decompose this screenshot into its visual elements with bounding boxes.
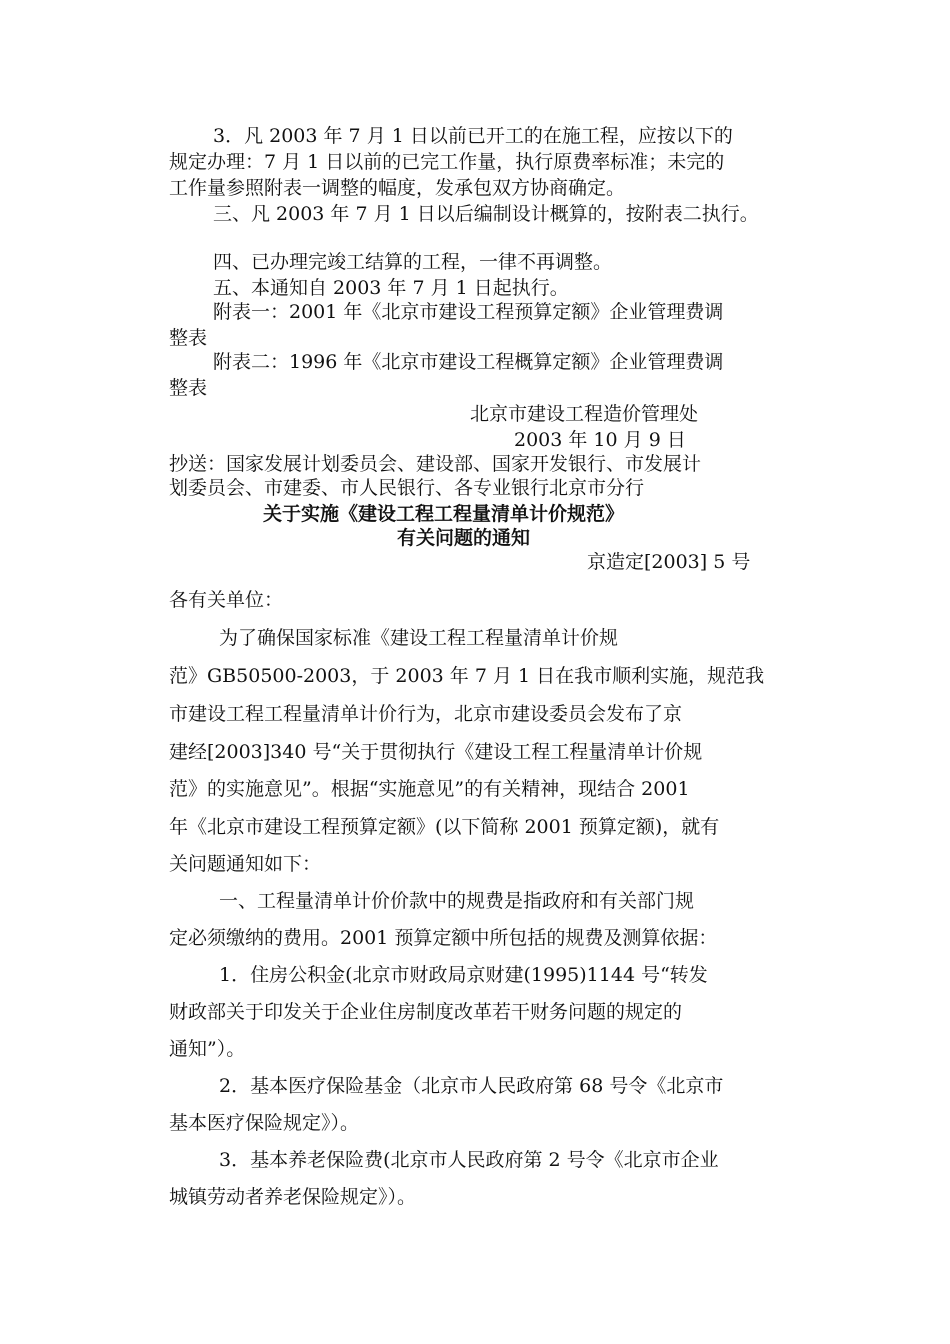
intro-line-5: 范》的实施意见”。根据“实施意见”的有关精神，现结合 2001 bbox=[169, 778, 690, 800]
item-5: 五、本通知自 2003 年 7 月 1 日起执行。 bbox=[213, 277, 569, 299]
intro-line-7: 关问题通知如下： bbox=[169, 853, 322, 875]
attachment-1-line-2: 整表 bbox=[169, 327, 208, 349]
section-1-line-1: 一、工程量清单计价价款中的规费是指政府和有关部门规 bbox=[219, 890, 695, 912]
item-1-line-3: 通知”）。 bbox=[169, 1038, 246, 1060]
doc-number: 京造定[2003] 5 号 bbox=[587, 551, 751, 573]
item-3-line-1: 3．基本养老保险费(北京市人民政府第 2 号令《北京市企业 bbox=[219, 1149, 719, 1171]
intro-line-3: 市建设工程工程量清单计价行为，北京市建设委员会发布了京 bbox=[169, 703, 683, 725]
section-1-line-2: 定必须缴纳的费用。2001 预算定额中所包括的规费及测算依据： bbox=[169, 927, 718, 949]
para-3-line-2: 规定办理：7 月 1 日以前的已完工作量，执行原费率标准；未完的 bbox=[169, 151, 725, 173]
intro-line-1: 为了确保国家标准《建设工程工程量清单计价规 bbox=[219, 627, 619, 649]
attachment-2-line-2: 整表 bbox=[169, 377, 208, 399]
intro-line-6: 年《北京市建设工程预算定额》(以下简称 2001 预算定额)，就有 bbox=[169, 816, 720, 838]
notice-title-line-1: 关于实施《建设工程工程量清单计价规范》 bbox=[263, 503, 625, 525]
attachment-2-line-1: 附表二：1996 年《北京市建设工程概算定额》企业管理费调 bbox=[213, 351, 724, 373]
salutation: 各有关单位： bbox=[169, 589, 284, 611]
notice-title-line-2: 有关问题的通知 bbox=[397, 527, 531, 549]
item-3-line-2: 城镇劳动者养老保险规定》）。 bbox=[169, 1186, 417, 1208]
cc-line-1: 抄送：国家发展计划委员会、建设部、国家开发银行、市发展计 bbox=[169, 453, 702, 475]
signer: 北京市建设工程造价管理处 bbox=[470, 403, 699, 425]
para-3-line-3: 工作量参照附表一调整的幅度，发承包双方协商确定。 bbox=[169, 177, 626, 199]
cc-line-2: 划委员会、市建委、市人民银行、各专业银行北京市分行 bbox=[169, 477, 645, 499]
item-3: 三、凡 2003 年 7 月 1 日以后编制设计概算的，按附表二执行。 bbox=[213, 203, 759, 225]
intro-line-2: 范》GB50500-2003，于 2003 年 7 月 1 日在我市顺利实施，规范我 bbox=[169, 665, 765, 687]
sign-date: 2003 年 10 月 9 日 bbox=[514, 429, 686, 451]
item-1-line-2: 财政部关于印发关于企业住房制度改革若干财务问题的规定的 bbox=[169, 1001, 683, 1023]
intro-line-4: 建经[2003]340 号“关于贯彻执行《建设工程工程量清单计价规 bbox=[169, 741, 703, 763]
para-3-line-1: 3．凡 2003 年 7 月 1 日以前已开工的在施工程，应按以下的 bbox=[213, 125, 733, 147]
item-2-line-1: 2．基本医疗保险基金（北京市人民政府第 68 号令《北京市 bbox=[219, 1075, 724, 1097]
item-1-line-1: 1．住房公积金(北京市财政局京财建(1995)1144 号“转发 bbox=[219, 964, 708, 986]
attachment-1-line-1: 附表一：2001 年《北京市建设工程预算定额》企业管理费调 bbox=[213, 301, 724, 323]
item-4: 四、已办理完竣工结算的工程，一律不再调整。 bbox=[213, 251, 613, 273]
item-2-line-2: 基本医疗保险规定》）。 bbox=[169, 1112, 360, 1134]
